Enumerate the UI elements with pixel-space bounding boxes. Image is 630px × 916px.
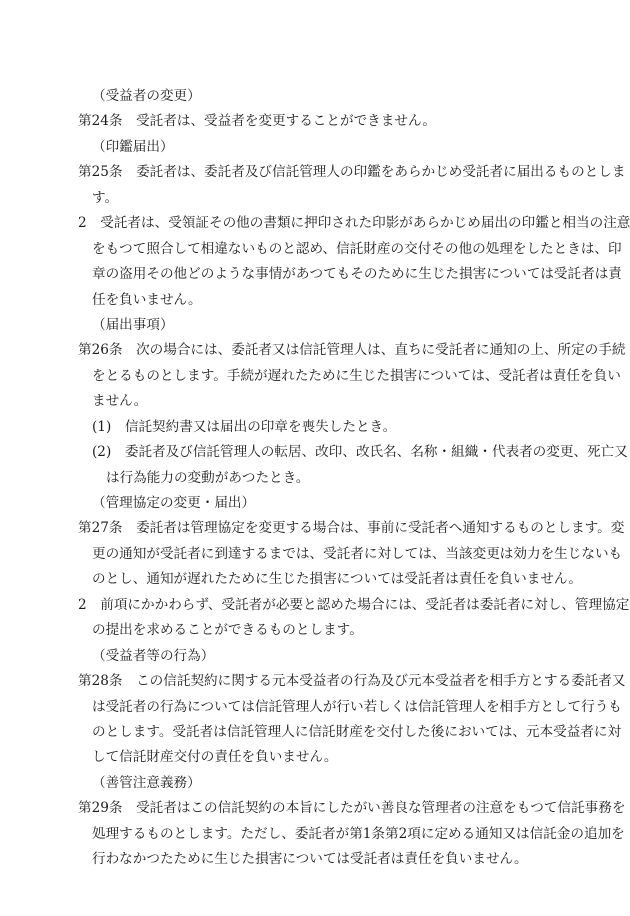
paragraph-2: 2 受託者は、受領証その他の書類に押印された印影があらかじめ届出の印鑑と相当の注意 xyxy=(78,215,630,232)
article-text-line: 処理するものとします。ただし、委託者が第1条第2項に定める通知又は信託金の追加を xyxy=(92,825,625,842)
article-text-line: 章の盗用その他どのような事情があつてもそのために生じた損害については受託者は責 xyxy=(92,266,622,283)
section-heading: （印鑑届出） xyxy=(92,138,174,155)
article-26: 第26条 次の場合には、委託者又は信託管理人は、直ちに受託者に通知の上、所定の手続 xyxy=(78,342,626,359)
list-item-1: (1) 信託契約書又は届出の印章を喪失したとき。 xyxy=(92,418,397,435)
article-text-line: は受託者の行為については信託管理人が行い若しくは信託管理人を相手方として行うも xyxy=(92,698,622,715)
article-text-line: 更の通知が受託者に到達するまでは、受託者に対しては、当該変更は効力を生じないも xyxy=(92,545,623,562)
list-item-2: (2) 委託者及び信託管理人の転居、改印、改氏名、名称・組織・代表者の変更、死亡又 xyxy=(92,444,628,461)
article-text-line: のとし、通知が遅れたために生じた損害については受託者は責任を負いません。 xyxy=(92,571,582,588)
article-27: 第27条 委託者は管理協定を変更する場合は、事前に受託者へ通知するものとします。変 xyxy=(78,520,625,537)
article-text-line: のとします。受託者は信託管理人に信託財産を交付した後においては、元本受益者に対 xyxy=(92,723,622,740)
section-heading: （管理協定の変更・届出） xyxy=(92,495,256,511)
article-28: 第28条 この信託契約に関する元本受益者の行為及び元本受益者を相手方とする委託者又 xyxy=(78,673,626,690)
article-24: 第24条 受託者は、受益者を変更することができません。 xyxy=(78,113,436,130)
section-heading: （善管注意義務） xyxy=(92,774,201,791)
article-text-line: は行為能力の変動があつたとき。 xyxy=(106,469,310,486)
article-25: 第25条 委託者は、委託者及び信託管理人の印鑑をあらかじめ受託者に届出るものとしま xyxy=(78,164,626,181)
article-29: 第29条 受託者はこの信託契約の本旨にしたがい善良な管理者の注意をもつて信託事務を xyxy=(78,800,626,817)
section-heading: （受益者等の行為） xyxy=(92,647,215,664)
article-text-line: して信託財産交付の責任を負いません。 xyxy=(92,749,338,766)
section-heading: （受益者の変更） xyxy=(92,88,201,104)
article-text-line: ません。 xyxy=(92,393,148,410)
article-text-line: をとるものとします。手続が遅れたために生じた損害については、受託者は責任を負い xyxy=(92,367,621,384)
article-text-line: 行わなかつたために生じた損害については受託者は責任を負いません。 xyxy=(92,851,528,868)
paragraph-2: 2 前項にかかわらず、受託者が必要と認めた場合には、受託者は委託者に対し、管理協定 xyxy=(78,596,630,613)
article-text-line: をもつて照合して相違ないものと認め、信託財産の交付その他の処理をしたときは、印 xyxy=(92,240,622,257)
article-text-line: の提出を求めることができるものとします。 xyxy=(92,622,363,639)
article-text-line: 任を負いません。 xyxy=(92,291,202,308)
section-heading: （届出事項） xyxy=(92,316,174,333)
article-text-line: す。 xyxy=(92,189,119,206)
document-page xyxy=(78,84,630,873)
